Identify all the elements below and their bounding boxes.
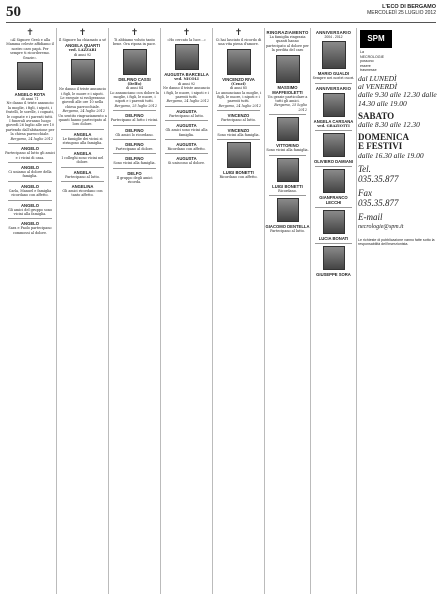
deceased-name: ANGELO ROTA bbox=[14, 92, 46, 98]
obituary-intro: «Ho cercato la luce...» bbox=[167, 38, 206, 42]
condolence-name: ANGELA bbox=[73, 169, 92, 175]
place-date: Bergamo, 24 luglio 2012 bbox=[166, 99, 209, 104]
deceased-name: GIUSEPPE SORA bbox=[316, 272, 351, 278]
place-date: Bergamo, 25 luglio 2012 bbox=[274, 103, 307, 112]
deceased-name: GIANFRANCO LECCHI bbox=[319, 195, 348, 206]
condolence-name: DELFO bbox=[127, 170, 142, 176]
newspaper-masthead bbox=[367, 4, 436, 16]
condolence-text: Partecipano al lutto. bbox=[65, 174, 100, 179]
portrait-photo bbox=[123, 49, 147, 75]
deceased-age: di anni 71 bbox=[21, 97, 39, 102]
section-heading: RINGRAZIAMENTO bbox=[266, 30, 309, 35]
condolence-text: Partecipano al lutto. bbox=[169, 113, 204, 118]
obituary-notice: Ne danno il triste annuncio i figli, le nuore, i nipoti e i parenti tutti. bbox=[162, 86, 210, 100]
issue-date: MERCOLEDÌ 25 LUGLIO 2012 bbox=[367, 10, 436, 16]
deceased-name: DELFINO CASSI bbox=[118, 76, 151, 82]
cross-icon: ✝ bbox=[130, 28, 139, 38]
obituary-column-3 bbox=[109, 28, 160, 594]
header-rule bbox=[6, 22, 436, 23]
condolence-text: Ricordano con affetto. bbox=[219, 175, 258, 180]
saturday-hours: SABATO dalle 8.30 alle 12.30 bbox=[358, 110, 420, 129]
deceased-nickname: (Delfo) bbox=[127, 81, 142, 86]
condolence-text: Gli amici lo ricordano. bbox=[115, 132, 154, 137]
anniversary-column bbox=[311, 28, 356, 594]
email: E-mail necrologie@spm.it bbox=[358, 212, 438, 232]
condolence-name: ANGELO bbox=[21, 221, 39, 227]
deceased-name: VINCENZO RIVA bbox=[222, 76, 255, 82]
fax-number: 035.35.877 bbox=[358, 197, 399, 208]
weekday-hours: dal LUNEDÌ al VENERDÌ dalle 9.30 alle 12.30 dalle 14.30 alle 19.00 bbox=[358, 73, 437, 108]
funeral-info: I funerali avranno luogo giovedì 26 luglio alle ore 10 partendo dall'abitazione per la chiesa parrocchiale. bbox=[5, 119, 55, 137]
portrait-photo bbox=[323, 169, 345, 193]
obituary-column-5 bbox=[213, 28, 264, 594]
portrait-photo bbox=[227, 49, 251, 75]
condolence-name: AUGUSTA bbox=[176, 142, 197, 148]
condolence-text: Ci uniamo al dolore della famiglia. bbox=[8, 169, 52, 179]
section-heading: ANNIVERSARIO bbox=[315, 85, 352, 91]
condolence-name: DELFINO bbox=[125, 142, 144, 148]
phone-number[interactable]: 035.35.877 bbox=[358, 173, 399, 184]
portrait-photo bbox=[71, 59, 95, 85]
cross-icon: ✝ bbox=[234, 28, 243, 38]
portrait-photo bbox=[175, 44, 199, 70]
deceased-subname: ved. LAZZARI bbox=[68, 48, 97, 53]
anniversary-text: Sempre nei nostri cuori. bbox=[312, 76, 355, 81]
condolence-text: Le famiglie dei vicini si stringono alla famiglia. bbox=[62, 136, 103, 146]
spm-description: La NECROLOGIE possono essere trasmesse bbox=[360, 50, 384, 73]
deceased-name: ANGELA CARSANA bbox=[313, 118, 354, 124]
condolence-name: DELFINO bbox=[125, 113, 144, 119]
obituary-notice: Ne danno il triste annuncio la moglie, i figli, i nipoti, i fratelli, le sorelle, i cognati, le cognate e i parenti tutti. bbox=[6, 101, 54, 119]
condolence-name: AUGUSTA bbox=[176, 123, 197, 129]
spm-logo: SPM bbox=[360, 30, 392, 48]
thanks-note: Un sentito ringraziamento a quanti hanno partecipato al loro dolore. bbox=[58, 113, 107, 127]
obituary-intro: Il Signore ha chiamato a sé bbox=[58, 38, 107, 42]
spm-info-panel bbox=[358, 30, 438, 590]
portrait-photo bbox=[322, 41, 346, 69]
condolence-text: Partecipano al dolore. bbox=[115, 147, 154, 152]
page-number: 50 bbox=[6, 4, 21, 20]
condolence-name: DELFINO bbox=[125, 156, 144, 162]
condolence-name: ANGELO bbox=[21, 146, 39, 152]
condolence-name: ANGELO bbox=[21, 183, 39, 189]
condolence-text: Gli amici sono vicini alla famiglia. bbox=[165, 128, 208, 137]
condolence-text: Sono vicini alla famiglia. bbox=[266, 148, 309, 153]
place-date: Bergamo, 24 luglio 2012 bbox=[62, 109, 105, 114]
condolence-text: Partecipano al lutto i vicini. bbox=[110, 118, 159, 123]
publication-note: Le richieste di pubblicazione vanno fatte sotto la responsabilità dell'inserzionista. bbox=[358, 237, 435, 247]
condolence-name: ANGELA bbox=[73, 150, 92, 156]
obituary-column-6 bbox=[265, 28, 310, 594]
deceased-name: MARIO GUALDI bbox=[317, 71, 350, 77]
condolence-name: ANGELINA bbox=[71, 183, 94, 189]
portrait-photo bbox=[277, 198, 299, 222]
section-heading: ANNIVERSARIO bbox=[315, 30, 352, 35]
condolence-name: DELFINO bbox=[125, 127, 144, 133]
page-header bbox=[0, 0, 442, 28]
sunday-hours: DOMENICA E FESTIVI dalle 16.30 alle 19.00 bbox=[358, 132, 424, 160]
condolence-text: Partecipano al lutto. bbox=[270, 229, 305, 234]
condolence-text: Partecipano al lutto. bbox=[221, 118, 256, 123]
condolence-name: VITTORINO bbox=[276, 143, 299, 149]
condolence-name: ANGELO bbox=[21, 164, 39, 170]
condolence-text: Carla, Manuel e famiglia ricordano con affetto. bbox=[8, 188, 52, 198]
deceased-name: MASSIMO MAFFEIOLETTI bbox=[272, 84, 303, 95]
deceased-subname: ved. NICOLI bbox=[174, 77, 199, 82]
condolence-name: ANGELA bbox=[73, 131, 92, 137]
portrait-photo bbox=[277, 158, 299, 182]
portrait-photo bbox=[227, 142, 251, 168]
obituary-column-4 bbox=[161, 28, 212, 594]
portrait-photo bbox=[17, 62, 43, 90]
condolence-list bbox=[4, 146, 56, 235]
condolence-name: GIACOMO DENTELLA bbox=[265, 224, 310, 230]
cross-icon: ✝ bbox=[26, 28, 34, 38]
obituary-intro: «Al Signore Gesù e alla Mamma celeste affidiamo il nostro caro papà. Per sempre ti ricorderemo. Grazie». bbox=[6, 38, 54, 60]
condolence-text: Ricordano. bbox=[278, 188, 297, 193]
portrait-photo bbox=[323, 246, 345, 270]
condolence-name: ANGELO bbox=[21, 202, 39, 208]
deceased-name: OLIVIERO DAMIANI bbox=[313, 159, 354, 165]
obituary-notice: Ne danno il triste annuncio i figli, le nuore e i nipoti. bbox=[58, 87, 106, 96]
obituary-notice: Lo annunciano la moglie, i figli, le nuore, i nipoti e i parenti tutti. bbox=[215, 90, 262, 104]
condolence-text: Sono vicini alla famiglia. bbox=[113, 161, 156, 166]
portrait-photo bbox=[323, 210, 345, 234]
years-range: 2004 - 2012 bbox=[324, 35, 343, 39]
deceased-name: AUGUSTA BARCELLA bbox=[164, 72, 209, 78]
obituary-notice: Lo annunciano con dolore la moglie, i figli, le nuore, i nipoti e i parenti tutti. bbox=[110, 90, 159, 104]
condolence-text: Gli amici ricordano con tanto affetto. bbox=[62, 188, 103, 198]
condolence-text: Ricordano con affetto. bbox=[167, 147, 206, 152]
obituary-column-1 bbox=[4, 28, 56, 594]
condolence-name: VINCENZO bbox=[227, 127, 250, 133]
telephone: Tel. 035.35.877 bbox=[358, 164, 438, 184]
condolence-name: VINCENZO bbox=[227, 113, 250, 119]
condolence-text: I colleghi sono vicini nel dolore. bbox=[61, 155, 104, 165]
condolence-text: Il gruppo degli amici ricorda. bbox=[116, 175, 153, 185]
obituary-column-2 bbox=[57, 28, 108, 594]
deceased-name: ANGELA QUARTI bbox=[65, 43, 100, 49]
portrait-photo bbox=[277, 117, 299, 141]
deceased-nickname: (Cenci) bbox=[231, 81, 246, 86]
newspaper-name: L'ECO DI BERGAMO bbox=[382, 4, 436, 10]
place-date: Bergamo, 24 luglio 2012 bbox=[10, 136, 53, 141]
condolence-name: AUGUSTA bbox=[176, 108, 197, 114]
fax: Fax 035.35.877 bbox=[358, 188, 438, 208]
portrait-photo bbox=[276, 55, 300, 83]
condolence-text: Sara e Paolo partecipano commossi al dolore. bbox=[8, 226, 52, 235]
portrait-photo bbox=[323, 133, 345, 157]
condolence-name: AUGUSTA bbox=[176, 156, 197, 162]
condolence-text: Partecipano al lutto gli amici e i vicini di casa. bbox=[5, 151, 55, 160]
deceased-subname: ved. GRAZIOTTI bbox=[317, 123, 350, 128]
place-date: Bergamo, 25 luglio 2012 bbox=[114, 103, 157, 108]
condolence-text: Sono vicini alla famiglia. bbox=[217, 132, 260, 137]
condolence-text: Gli amici del gruppo sono vicini alla famiglia. bbox=[7, 207, 53, 216]
thanks-intro: La famiglia ringrazia quanti hanno partecipato al dolore per la perdita del caro bbox=[266, 35, 309, 53]
place-date: Bergamo, 24 luglio 2012 bbox=[218, 103, 261, 108]
deceased-age: di anni 92 bbox=[73, 52, 92, 57]
cross-icon: ✝ bbox=[182, 28, 191, 38]
thanks-text: Un grazie particolare a tutti gli amici. bbox=[267, 94, 308, 104]
email-address[interactable]: necrologie@spm.it bbox=[358, 223, 404, 230]
column-divider bbox=[356, 28, 357, 594]
condolence-name: LUIGI BONETTI bbox=[272, 183, 303, 189]
condolence-text: Si uniscono al dolore. bbox=[167, 161, 206, 166]
deceased-name: LUCIA BONATI bbox=[318, 236, 349, 242]
deceased-age: di anni 85 bbox=[229, 86, 248, 91]
funeral-info: Le esequie si svolgeranno giovedì alle ore 10 nella chiesa parrocchiale. bbox=[60, 96, 105, 109]
obituary-intro: Ti abbiamo voluto tanto bene. Ora riposa in pace. bbox=[112, 38, 157, 47]
deceased-age: di anni 92 bbox=[177, 81, 196, 86]
cross-icon: ✝ bbox=[78, 28, 87, 38]
portrait-photo bbox=[323, 93, 345, 117]
condolence-name: LUIGI BONETTI bbox=[223, 170, 254, 176]
deceased-age: di anni 84 bbox=[125, 86, 144, 91]
obituary-intro: Ci hai lasciato il ricordo di una vita piena d'amore. bbox=[215, 38, 262, 47]
